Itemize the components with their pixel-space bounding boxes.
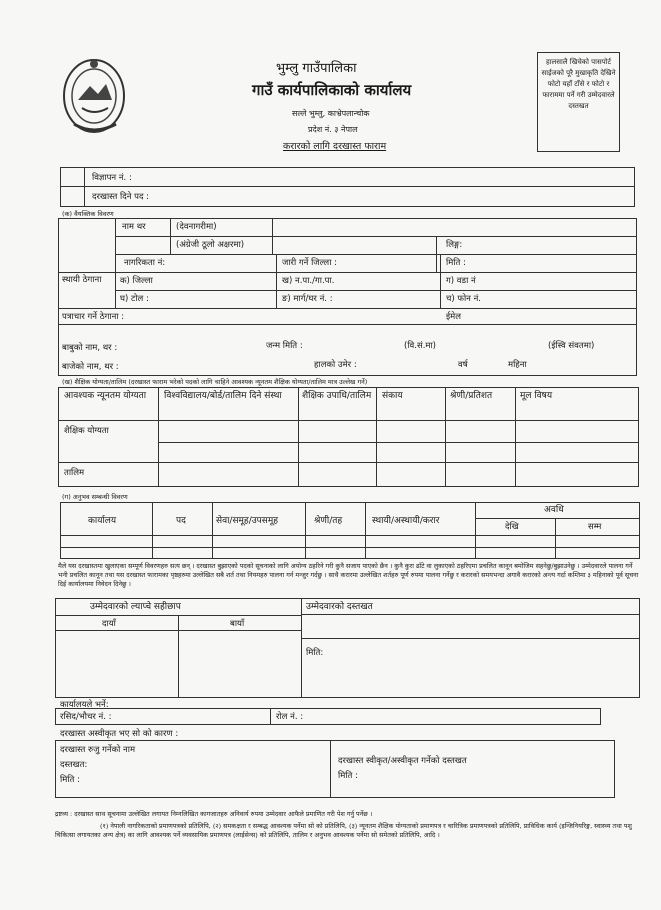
- notice-number-label: विज्ञापन नं. :: [92, 173, 132, 183]
- approver-date-label: मिति :: [338, 771, 358, 781]
- verifier-name-label: दरखास्त रुजु गर्नेको नाम: [60, 745, 136, 755]
- rejection-reason-label: दरखास्त अस्वीकृत भए सो को कारण :: [60, 729, 179, 739]
- personal-section-title: (क) वैयक्तिक विवरण: [62, 210, 114, 218]
- experience-section-title: (ग) अनुभव सम्बन्धी विवरण: [62, 493, 128, 501]
- roll-number-label: रोल नं. :: [276, 712, 304, 722]
- approver-signature-label: दरखास्त स्वीकृत/अस्वीकृत गर्नेको दस्तखत: [338, 756, 467, 766]
- qualification-col-subject: मूल विषय: [520, 391, 553, 401]
- name-label: नाम थर: [122, 222, 146, 232]
- office-name: गाउँ कार्यपालिकाको कार्यालय: [252, 81, 412, 99]
- experience-col-level: श्रेणी/तह: [314, 516, 343, 526]
- declaration-text: मैले यस दरखास्तमा खुलाएका सम्पूर्ण विवरणहरु सत्य छन् । दरखास्त बुझाएको पदको सूचनाको लागि अयोग्य ठहरिने गरी कुनै सजाय पाएको छैन । कुनै कुरा ढाँटे वा लुकाएको ठहरिएमा प्रचलित कानून बमोजिम सहनेछु/बुझाउनेछु । उम्मेदवारले पालना गर्ने भनी प्रचलित कानून तथा यस दरखास्त फारामका पृष्ठहरुमा उल्लेखित सबै शर्त तथा नियमहरु पालना गर्न मन्जुर गर्दछु । साथै करारमा उल्लेखित शर्तहरु पूर्ण रुपमा पालना गर्नेछु र करारको समयभन्दा अगावै करारको अन्त्य गर्दा कम्तिमा ३ महिनाको पूर्व सूचना दिई कार्यालयमा निवेदन दिनेछु ।: [58, 562, 639, 588]
- ward-label: ग) वडा नं: [446, 276, 476, 286]
- district-label: क) जिल्ला: [120, 276, 153, 286]
- receipt-number-label: रसिद/भौचर नं. :: [60, 712, 112, 722]
- experience-col-service: सेवा/समूह/उपसमूह: [216, 516, 279, 526]
- receipt-row: [55, 708, 601, 725]
- tole-label: घ) टोल :: [120, 294, 149, 304]
- training-row-label: तालिम: [64, 468, 85, 478]
- issued-district-label: जारी गर्ने जिल्ला :: [282, 258, 337, 268]
- verifier-date-label: मिति :: [60, 775, 80, 785]
- name-devanagari-label: (देवनागरीमा): [176, 222, 217, 232]
- dob-ad-label: (ईस्वि संवतमा): [548, 341, 595, 351]
- father-name-label: बाबुको नाम, थर :: [62, 343, 118, 353]
- permanent-address-label: स्थायी ठेगाना: [62, 275, 102, 285]
- thumbprint-title: उम्मेदवारको ल्याप्चे सहीछाप: [90, 602, 181, 612]
- experience-col-to: सम्म: [588, 522, 602, 532]
- verifier-signature-label: दस्तखत:: [60, 760, 88, 770]
- age-months-label: महिना: [508, 360, 527, 370]
- academic-qualification-row-label: शैक्षिक योग्यता: [64, 426, 109, 436]
- experience-col-type: स्थायी/अस्थायी/करार: [372, 516, 440, 526]
- grandfather-name-label: बाजेको नाम, थर :: [62, 362, 119, 372]
- municipality-name: भुम्लु गाउँपालिका: [276, 61, 357, 76]
- office-use-label: कार्यालयले भर्ने:: [60, 700, 109, 710]
- age-label: हालको उमेर :: [314, 360, 357, 370]
- experience-col-from: देखि: [505, 522, 519, 532]
- candidate-signature-label: उम्मेदवारको दस्तखत: [306, 602, 373, 612]
- verification-box: [55, 740, 615, 798]
- qualification-col-faculty: संकाय: [382, 391, 403, 401]
- email-label: ईमेल: [446, 312, 462, 322]
- dob-bs-label: (वि.सं.मा): [404, 341, 436, 351]
- right-thumb-label: दायाँ: [102, 619, 116, 629]
- left-thumb-label: बायाँ: [230, 619, 245, 629]
- mailing-address-label: पत्राचार गर्ने ठेगाना :: [62, 312, 125, 322]
- phone-label: च) फोन नं.: [446, 294, 482, 304]
- municipality-label: ख) न.पा./गा.पा.: [282, 276, 335, 286]
- qualification-section-title: (ख) शैक्षिक योग्यता/तालिम (दरखास्त फाराम भरेको पदको लागि चाहिने आवश्यक न्यूनतम शैक्षिक योग्यता/तालिम मात्र उल्लेख गर्ने): [62, 378, 368, 386]
- dob-label: जन्म मिति :: [266, 341, 303, 351]
- office-address: सल्ले भुम्लु, काभ्रेपलान्चोक: [292, 109, 370, 118]
- name-english-label: (अंग्रेजी ठूलो अक्षरमा): [176, 240, 245, 250]
- photo-instruction: हालसालै खिचेको पासपोर्ट साईजको पूरै मुखाकृति देखिने फोटो यहाँ टाँसे र फोटो र फाराममा पर्ने गरी उम्मेदवारले दस्तखत: [541, 58, 616, 110]
- issued-date-label: मिति :: [446, 258, 466, 268]
- qualification-col-degree: शैक्षिक उपाधि/तालिम: [302, 391, 372, 401]
- age-years-label: वर्ष: [458, 360, 468, 370]
- candidate-date-label: मिति:: [306, 648, 324, 658]
- experience-col-post: पद: [176, 516, 186, 526]
- province-line: प्रदेश नं. ३ नेपाल: [308, 125, 358, 134]
- citizenship-label: नागरिकता नं:: [124, 258, 166, 268]
- qualification-col-minimum: आवश्यक न्यूनतम योग्यता: [64, 391, 147, 401]
- experience-col-duration: अवधि: [544, 505, 564, 515]
- qualification-col-institution: विश्वविद्यालय/बोर्ड/तालिम दिने संस्था: [164, 391, 282, 401]
- footnote-heading: द्रष्टव्य : दरखास्त साथ सूचनामा उल्लेखित लगायत निम्नलिखित कागजातहरु अनिवार्य रुपमा उम्मेदवार आफैले प्रमाणित गरी पेश गर्नु पर्नेछ ।: [55, 810, 373, 818]
- photo-box: [537, 52, 620, 152]
- form-title: करारको लागि दरखास्त फाराम: [283, 141, 387, 152]
- nepal-emblem-icon: [60, 56, 128, 138]
- qualification-col-division: श्रेणी/प्रतिशत: [450, 391, 493, 401]
- post-label: दरखास्त दिने पद :: [92, 192, 150, 202]
- road-label: ङ) मार्ग/घर नं. :: [282, 294, 333, 304]
- footnote-documents: (१) नेपाली नागरिकताको प्रमाणपत्रको प्रतिलिपि, (२) समकक्षता र सम्बद्ध आवश्यक पर्नेमा सो को प्रतिलिपि, (३) न्यूनतम शैक्षिक योग्यताको प्रमाणपत्र र चारित्रिक प्रमाणपत्रको प्रतिलिपि, प्राविधिक कार्य (इन्जिनियरिङ्ग, स्वास्थ्य तथा पशु चिकित्सा लगायतका अन्य क्षेत्र) का लागि आवश्यक पर्ने व्यवसायिक प्रमाणपत्र (लाईसेन्स) को प्रतिलिपि, तालिम र अनुभव आवश्यक पर्नेमा सो समेतको प्रतिलिपि, आदि ।: [55, 822, 632, 839]
- signature-table: [55, 598, 640, 698]
- gender-label: लिङ्ग:: [446, 240, 463, 250]
- experience-col-office: कार्यालय: [88, 516, 117, 526]
- qualification-table: [58, 387, 639, 487]
